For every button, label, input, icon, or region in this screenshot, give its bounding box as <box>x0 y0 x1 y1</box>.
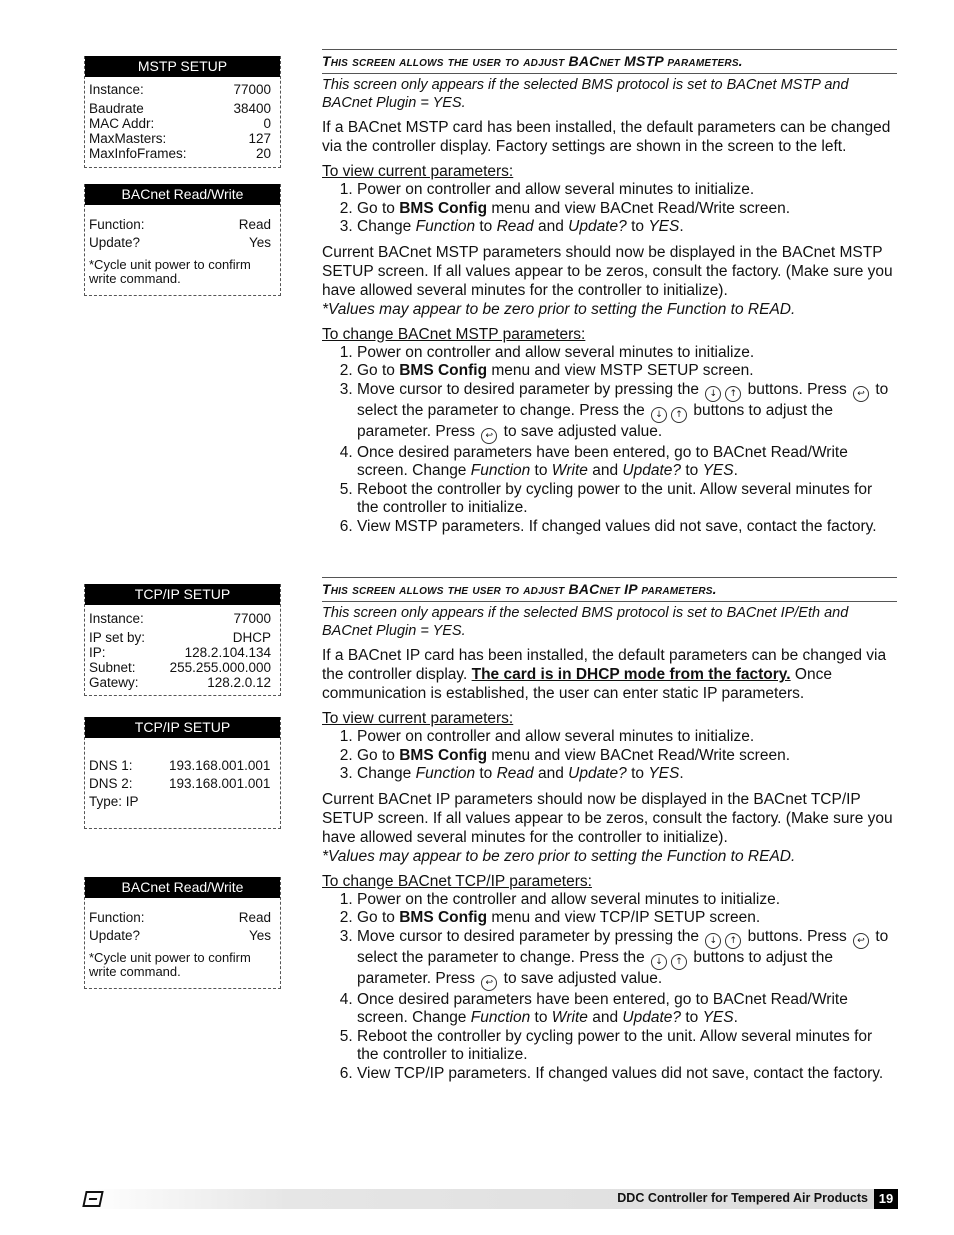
term: Function <box>470 462 531 479</box>
screen-row <box>89 646 271 660</box>
row-label: DNS 2: <box>89 776 133 791</box>
row-value: 77000 <box>233 611 271 626</box>
section-heading: This screen allows the user to adjust BACnet IP parameters. <box>322 577 897 602</box>
company-logo-icon <box>82 1191 103 1207</box>
step-text: . <box>733 1009 738 1026</box>
step-text: Reboot the controller by cycling power to the unit. Allow several minutes for the controller to initialize. <box>357 480 873 516</box>
term: Function <box>470 1009 531 1026</box>
step-text: to <box>475 218 497 235</box>
list-item <box>357 344 897 363</box>
step-text: Power on controller and allow several minutes to initialize. <box>357 728 755 745</box>
step-text: Once desired parameters have been entered, go to BACnet Read/Write screen. Change <box>357 990 848 1026</box>
list-item <box>357 928 897 991</box>
step-text: and <box>587 462 623 479</box>
change-steps-list <box>322 344 897 537</box>
row-value: DHCP <box>232 630 271 645</box>
page-footer <box>84 1189 898 1209</box>
row-label: Gatewy: <box>89 675 139 690</box>
term: Update? <box>622 1009 682 1026</box>
list-item <box>357 1065 897 1084</box>
step-text: Power on the controller and allow several minutes to initialize. <box>357 890 781 908</box>
section-paragraph <box>322 790 897 866</box>
step-text: . <box>679 218 684 235</box>
row-value: 38400 <box>233 101 271 116</box>
screen-rows <box>85 205 280 290</box>
menu-name: BMS Config <box>399 746 488 764</box>
row-label: Baudrate <box>89 101 144 116</box>
section-intro: This screen only appears if the selected BMS protocol is set to BACnet MSTP and BACnet Plugin = YES. <box>322 77 849 111</box>
paragraph-note: *Values may appear to be zero prior to setting the Function to READ. <box>322 300 796 318</box>
step-text: Go to <box>357 746 400 764</box>
list-item <box>357 765 897 784</box>
screen-row <box>89 757 271 775</box>
row-label: DNS 1: <box>89 758 133 773</box>
screen-rows <box>85 898 280 983</box>
view-params-heading: To view current parameters: <box>322 163 514 180</box>
list-item <box>357 518 897 537</box>
screen-row <box>89 217 271 235</box>
list-item <box>357 891 897 910</box>
screen-rows <box>85 605 280 694</box>
list-item <box>357 218 897 237</box>
step-text: to select the parameter to change. Press the <box>357 380 889 419</box>
section-heading: This screen allows the user to adjust BACnet MSTP parameters. <box>322 49 897 74</box>
screen-title: MSTP SETUP <box>85 56 280 77</box>
list-item <box>357 991 897 1028</box>
screen-row <box>89 82 271 97</box>
ip-section <box>322 577 897 1083</box>
screen-row <box>89 928 271 946</box>
row-label: IP set by: <box>89 630 146 645</box>
step-text: to save adjusted value. <box>499 422 663 440</box>
step-text: to <box>681 1009 703 1026</box>
row-value: Yes <box>248 928 271 943</box>
paragraph-text: If a BACnet IP card has been installed, the default parameters can be changed via the controller display. <box>322 647 887 683</box>
term: Read <box>496 218 534 235</box>
screen-title: TCP/IP SETUP <box>85 717 280 738</box>
row-label: Function: <box>89 910 145 925</box>
screen-row <box>89 630 271 646</box>
screen-row <box>89 116 271 131</box>
screen-row <box>89 146 271 161</box>
step-text: Reboot the controller by cycling power to the unit. Allow several minutes for the controller to initialize. <box>357 1027 873 1063</box>
row-value: Read <box>238 217 271 232</box>
view-steps-list <box>322 728 897 784</box>
row-label: MaxInfoFrames: <box>89 146 187 161</box>
step-text: . <box>679 765 684 782</box>
step-text: menu and view BACnet Read/Write screen. <box>487 746 791 764</box>
down-arrow-button-icon: ↓ <box>651 954 667 970</box>
term: YES <box>702 1009 734 1026</box>
screen-row <box>89 101 271 116</box>
down-arrow-button-icon: ↓ <box>705 386 721 402</box>
row-value: 128.2.104.134 <box>184 645 271 660</box>
screen-row <box>89 660 271 675</box>
enter-button-icon: ↩ <box>853 386 869 402</box>
term: Write <box>551 462 588 479</box>
row-label: Function: <box>89 217 145 232</box>
footer-title: DDC Controller for Tempered Air Products <box>617 1191 868 1205</box>
down-arrow-button-icon: ↓ <box>651 407 667 423</box>
row-value: 77000 <box>233 82 271 97</box>
term: Function <box>415 218 476 235</box>
step-text: . <box>733 462 738 479</box>
step-text: Change <box>357 765 416 782</box>
step-text: to <box>626 765 649 782</box>
row-label: MaxMasters: <box>89 131 167 146</box>
section-paragraph: If a BACnet MSTP card has been installed, the default parameters can be changed via the controller display. Factory settings are shown in the screen to the left. <box>322 119 891 155</box>
step-text: View MSTP parameters. If changed values did not save, contact the factory. <box>357 517 877 535</box>
step-text: Change <box>357 218 416 235</box>
menu-name: BMS Config <box>399 362 488 379</box>
mstp-section <box>322 49 897 536</box>
row-value: 255.255.000.000 <box>169 660 271 675</box>
step-text: menu and view MSTP SETUP screen. <box>487 362 754 379</box>
term: YES <box>648 218 680 235</box>
row-label: Instance: <box>89 82 144 97</box>
list-item <box>357 481 897 518</box>
list-item <box>357 1028 897 1065</box>
list-item <box>357 747 897 766</box>
page-number: 19 <box>874 1189 898 1209</box>
row-value: 20 <box>255 146 271 161</box>
list-item <box>357 728 897 747</box>
term: Update? <box>568 218 627 235</box>
row-value: 127 <box>248 131 271 146</box>
view-params-heading: To view current parameters: <box>322 710 514 727</box>
step-text: View TCP/IP parameters. If changed values did not save, contact the factory. <box>357 1064 884 1082</box>
screen-row <box>89 235 271 253</box>
step-text: to <box>530 1009 552 1026</box>
paragraph-text: Once communication is established, the user can enter static IP parameters. <box>322 666 832 702</box>
change-params-heading: To change BACnet TCP/IP parameters: <box>322 872 592 890</box>
step-text: to <box>530 462 552 479</box>
step-text: Go to <box>357 199 400 217</box>
enter-button-icon: ↩ <box>481 428 497 444</box>
row-label: Subnet: <box>89 660 136 675</box>
step-text: to <box>681 462 703 479</box>
step-text: to <box>626 218 649 235</box>
row-label: Instance: <box>89 611 144 626</box>
screen-row <box>89 793 271 811</box>
row-value: 128.2.0.12 <box>207 675 271 690</box>
step-text: Go to <box>357 909 400 926</box>
step-text: Power on controller and allow several minutes to initialize. <box>357 343 755 361</box>
step-text: buttons to adjust the parameter. Press <box>357 948 833 987</box>
section-paragraph <box>322 646 897 703</box>
step-text: to <box>475 765 497 782</box>
step-text: menu and view TCP/IP SETUP screen. <box>487 909 761 926</box>
step-text: Go to <box>357 362 400 379</box>
menu-name: BMS Config <box>399 199 488 217</box>
step-text: Move cursor to desired parameter by pressing the <box>357 927 704 945</box>
change-steps-list <box>322 891 897 1084</box>
row-value: 0 <box>263 116 271 131</box>
bacnet-read-write-screen <box>84 877 281 989</box>
step-text: and <box>587 1009 623 1026</box>
down-arrow-button-icon: ↓ <box>705 933 721 949</box>
mstp-setup-screen <box>84 56 281 168</box>
step-text: menu and view BACnet Read/Write screen. <box>487 199 791 217</box>
step-text: Move cursor to desired parameter by pressing the <box>357 380 704 398</box>
step-text: Power on controller and allow several minutes to initialize. <box>357 181 755 198</box>
list-item <box>357 200 897 219</box>
list-item <box>357 381 897 444</box>
term: Update? <box>622 462 682 479</box>
term: Function <box>415 765 476 782</box>
screen-row <box>89 611 271 626</box>
step-text: to save adjusted value. <box>499 969 663 987</box>
up-arrow-button-icon: ↑ <box>671 407 687 423</box>
screen-note: *Cycle unit power to confirm write command. <box>89 257 251 286</box>
tcpip-setup-screen <box>84 584 281 696</box>
enter-button-icon: ↩ <box>481 975 497 991</box>
step-text: to select the parameter to change. Press the <box>357 927 889 966</box>
paragraph-text: Current BACnet MSTP parameters should now be displayed in the BACnet MSTP SETUP screen. If all values appear to be zeros, consult the factory. (Make sure you have allowed several minutes for the controller to initialize). <box>322 243 893 299</box>
screen-rows <box>85 738 280 815</box>
list-item <box>357 362 897 381</box>
list-item <box>357 181 897 200</box>
section-paragraph <box>322 243 897 319</box>
row-value: Yes <box>248 235 271 250</box>
term: Write <box>551 1009 588 1026</box>
paragraph-text: Current BACnet IP parameters should now be displayed in the BACnet TCP/IP SETUP screen. If all values appear to be zeros, consult the factory. (Make sure you have allowed several minutes for the controller to initialize). <box>322 790 893 846</box>
term: Update? <box>568 765 627 782</box>
term: YES <box>702 462 734 479</box>
term: YES <box>648 765 680 782</box>
step-text: and <box>533 218 569 235</box>
menu-name: BMS Config <box>399 909 488 926</box>
screen-row <box>89 910 271 928</box>
row-value: Read <box>238 910 271 925</box>
step-text: and <box>533 765 569 782</box>
view-steps-list <box>322 181 897 237</box>
screen-row <box>89 775 271 793</box>
paragraph-note: *Values may appear to be zero prior to setting the Function to READ. <box>322 847 796 865</box>
enter-button-icon: ↩ <box>853 933 869 949</box>
row-label: IP: <box>89 645 106 660</box>
bacnet-read-write-screen <box>84 184 281 296</box>
up-arrow-button-icon: ↑ <box>725 386 741 402</box>
row-value: 193.168.001.001 <box>169 776 271 791</box>
term: Read <box>496 765 534 782</box>
list-item <box>357 909 897 928</box>
step-text: buttons. Press <box>743 380 852 398</box>
row-label: Update? <box>89 928 141 943</box>
step-text: buttons to adjust the parameter. Press <box>357 401 833 440</box>
row-label: MAC Addr: <box>89 116 155 131</box>
up-arrow-button-icon: ↑ <box>671 954 687 970</box>
screen-rows <box>85 77 280 165</box>
screen-title: TCP/IP SETUP <box>85 584 280 605</box>
screen-title: BACnet Read/Write <box>85 184 280 205</box>
emphasis-text: The card is in DHCP mode from the factory. <box>471 666 791 683</box>
row-label: Type: IP <box>89 794 139 809</box>
screen-row <box>89 675 271 690</box>
row-value: 193.168.001.001 <box>169 758 271 773</box>
row-label: Update? <box>89 235 141 250</box>
screen-note: *Cycle unit power to confirm write command. <box>89 950 251 979</box>
screen-row <box>89 131 271 146</box>
step-text: Once desired parameters have been entered, go to BACnet Read/Write screen. Change <box>357 443 848 479</box>
up-arrow-button-icon: ↑ <box>725 933 741 949</box>
section-intro: This screen only appears if the selected BMS protocol is set to BACnet IP/Eth and BACnet Plugin = YES. <box>322 605 849 639</box>
tcpip-dns-screen <box>84 717 281 829</box>
step-text: buttons. Press <box>743 927 852 945</box>
change-params-heading: To change BACnet MSTP parameters: <box>322 325 586 343</box>
screen-title: BACnet Read/Write <box>85 877 280 898</box>
list-item <box>357 444 897 481</box>
